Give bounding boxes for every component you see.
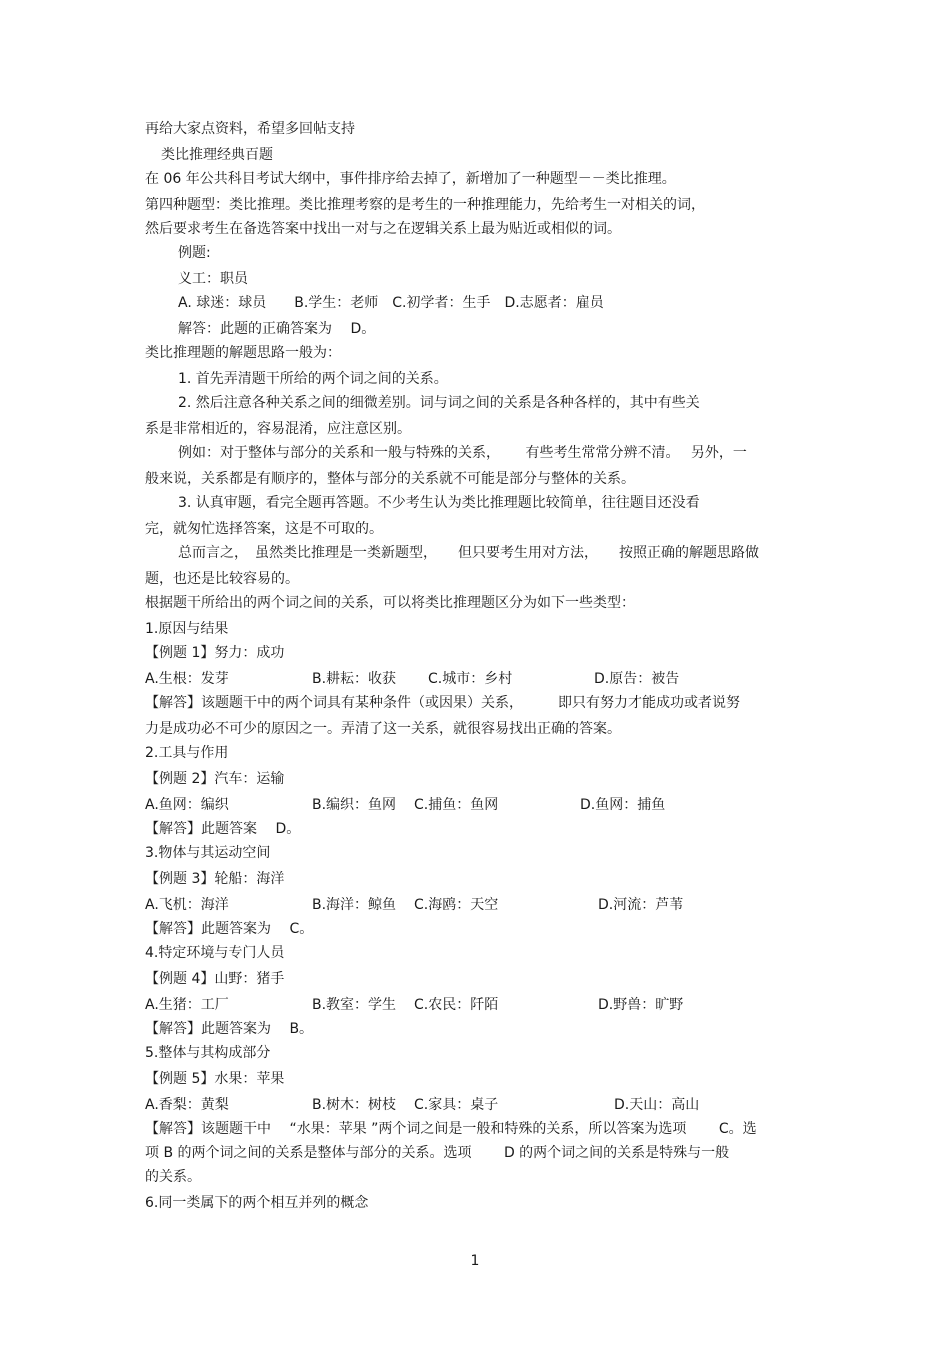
option-a: A.香梨：黄梨 xyxy=(145,1097,229,1113)
example-question: 【例题 2】汽车：运输 xyxy=(145,771,285,787)
answer-text: 【解答】此题答案 D。 xyxy=(145,821,301,837)
doc-title: 类比推理经典百题 xyxy=(161,147,273,163)
option-b: B.耕耘：收获 xyxy=(312,671,397,687)
paragraph: 1. 首先弄清题干所给的两个词之间的关系。 xyxy=(178,371,448,387)
paragraph: 题，也还是比较容易的。 xyxy=(145,571,299,587)
paragraph: 例如：对于整体与部分的关系和一般与特殊的关系， 有些考生常常分辨不清。 另外，一 xyxy=(178,445,747,461)
paragraph: 根据题干所给出的两个词之间的关系，可以将类比推理题区分为如下一些类型： xyxy=(145,595,635,611)
option-d: D.原告：被告 xyxy=(594,671,680,687)
example-question: 义工：职员 xyxy=(178,271,248,287)
option-d: D.河流：芦苇 xyxy=(598,897,684,913)
section-heading: 3.物体与其运动空间 xyxy=(145,845,271,861)
answer-text: 【解答】此题答案为 C。 xyxy=(145,921,314,937)
example-answer: 解答：此题的正确答案为 D。 xyxy=(178,321,376,337)
option-b: B.编织：鱼网 xyxy=(312,797,397,813)
option-c: C.海鸥：天空 xyxy=(414,897,499,913)
example-options: A. 球迷：球员 B.学生：老师 C.初学者：生手 D.志愿者：雇员 xyxy=(178,295,604,311)
section-heading: 1.原因与结果 xyxy=(145,621,229,637)
section-heading: 2.工具与作用 xyxy=(145,745,229,761)
option-b: B.教室：学生 xyxy=(312,997,397,1013)
option-b: B.海洋：鲸鱼 xyxy=(312,897,397,913)
paragraph: 3. 认真审题，看完全题再答题。不少考生认为类比推理题比较简单，往往题目还没看 xyxy=(178,495,700,511)
option-c: C.城市：乡村 xyxy=(428,671,513,687)
paragraph: 系是非常相近的，容易混淆，应注意区别。 xyxy=(145,421,411,437)
paragraph: 类比推理题的解题思路一般为： xyxy=(145,345,341,361)
section-heading: 6.同一类属下的两个相互并列的概念 xyxy=(145,1195,369,1211)
section-heading: 5.整体与其构成部分 xyxy=(145,1045,271,1061)
section-heading: 4.特定环境与专门人员 xyxy=(145,945,285,961)
answer-text: 【解答】该题题干中的两个词具有某种条件（或因果）关系， 即只有努力才能成功或者说努 xyxy=(145,695,740,711)
option-c: C.农民：阡陌 xyxy=(414,997,499,1013)
answer-text: 力是成功必不可少的原因之一。弄清了这一关系，就很容易找出正确的答案。 xyxy=(145,721,621,737)
option-c: C.家具：桌子 xyxy=(414,1097,499,1113)
option-a: A.生猪：工厂 xyxy=(145,997,229,1013)
option-c: C.捕鱼：鱼网 xyxy=(414,797,499,813)
example-question: 【例题 5】水果：苹果 xyxy=(145,1071,285,1087)
option-a: A.生根：发芽 xyxy=(145,671,229,687)
example-label: 例题: xyxy=(178,245,211,261)
page-number: 1 xyxy=(470,1253,480,1269)
paragraph: 般来说，关系都是有顺序的，整体与部分的关系就不可能是部分与整体的关系。 xyxy=(145,471,635,487)
answer-text: 【解答】该题题干中 “水果：苹果 ”两个词之间是一般和特殊的关系，所以答案为选项 C。选 xyxy=(145,1121,757,1137)
option-b: B.树木：树枝 xyxy=(312,1097,397,1113)
paragraph: 完，就匆忙选择答案，这是不可取的。 xyxy=(145,521,383,537)
paragraph: 总而言之， 虽然类比推理是一类新题型， 但只要考生用对方法， 按照正确的解题思路做 xyxy=(178,545,759,561)
option-d: D.天山：高山 xyxy=(614,1097,700,1113)
intro-line: 再给大家点资料，希望多回帖支持 xyxy=(145,121,355,137)
example-question: 【例题 1】努力：成功 xyxy=(145,645,285,661)
example-question: 【例题 3】轮船：海洋 xyxy=(145,871,285,887)
option-a: A.飞机：海洋 xyxy=(145,897,229,913)
answer-text: 的关系。 xyxy=(145,1169,201,1185)
paragraph: 在 06 年公共科目考试大纲中，事件排序给去掉了，新增加了一种题型－－类比推理。 xyxy=(145,171,676,187)
example-question: 【例题 4】山野：猪手 xyxy=(145,971,285,987)
option-d: D.鱼网：捕鱼 xyxy=(580,797,666,813)
paragraph: 然后要求考生在备选答案中找出一对与之在逻辑关系上最为贴近或相似的词。 xyxy=(145,221,621,237)
answer-text: 项 B 的两个词之间的关系是整体与部分的关系。选项 D 的两个词之间的关系是特殊与一般 xyxy=(145,1145,730,1161)
paragraph: 2. 然后注意各种关系之间的细微差别。词与词之间的关系是各种各样的，其中有些关 xyxy=(178,395,700,411)
paragraph: 第四种题型：类比推理。类比推理考察的是考生的一种推理能力，先给考生一对相关的词， xyxy=(145,197,705,213)
option-a: A.鱼网：编织 xyxy=(145,797,229,813)
answer-text: 【解答】此题答案为 B。 xyxy=(145,1021,314,1037)
option-d: D.野兽：旷野 xyxy=(598,997,684,1013)
